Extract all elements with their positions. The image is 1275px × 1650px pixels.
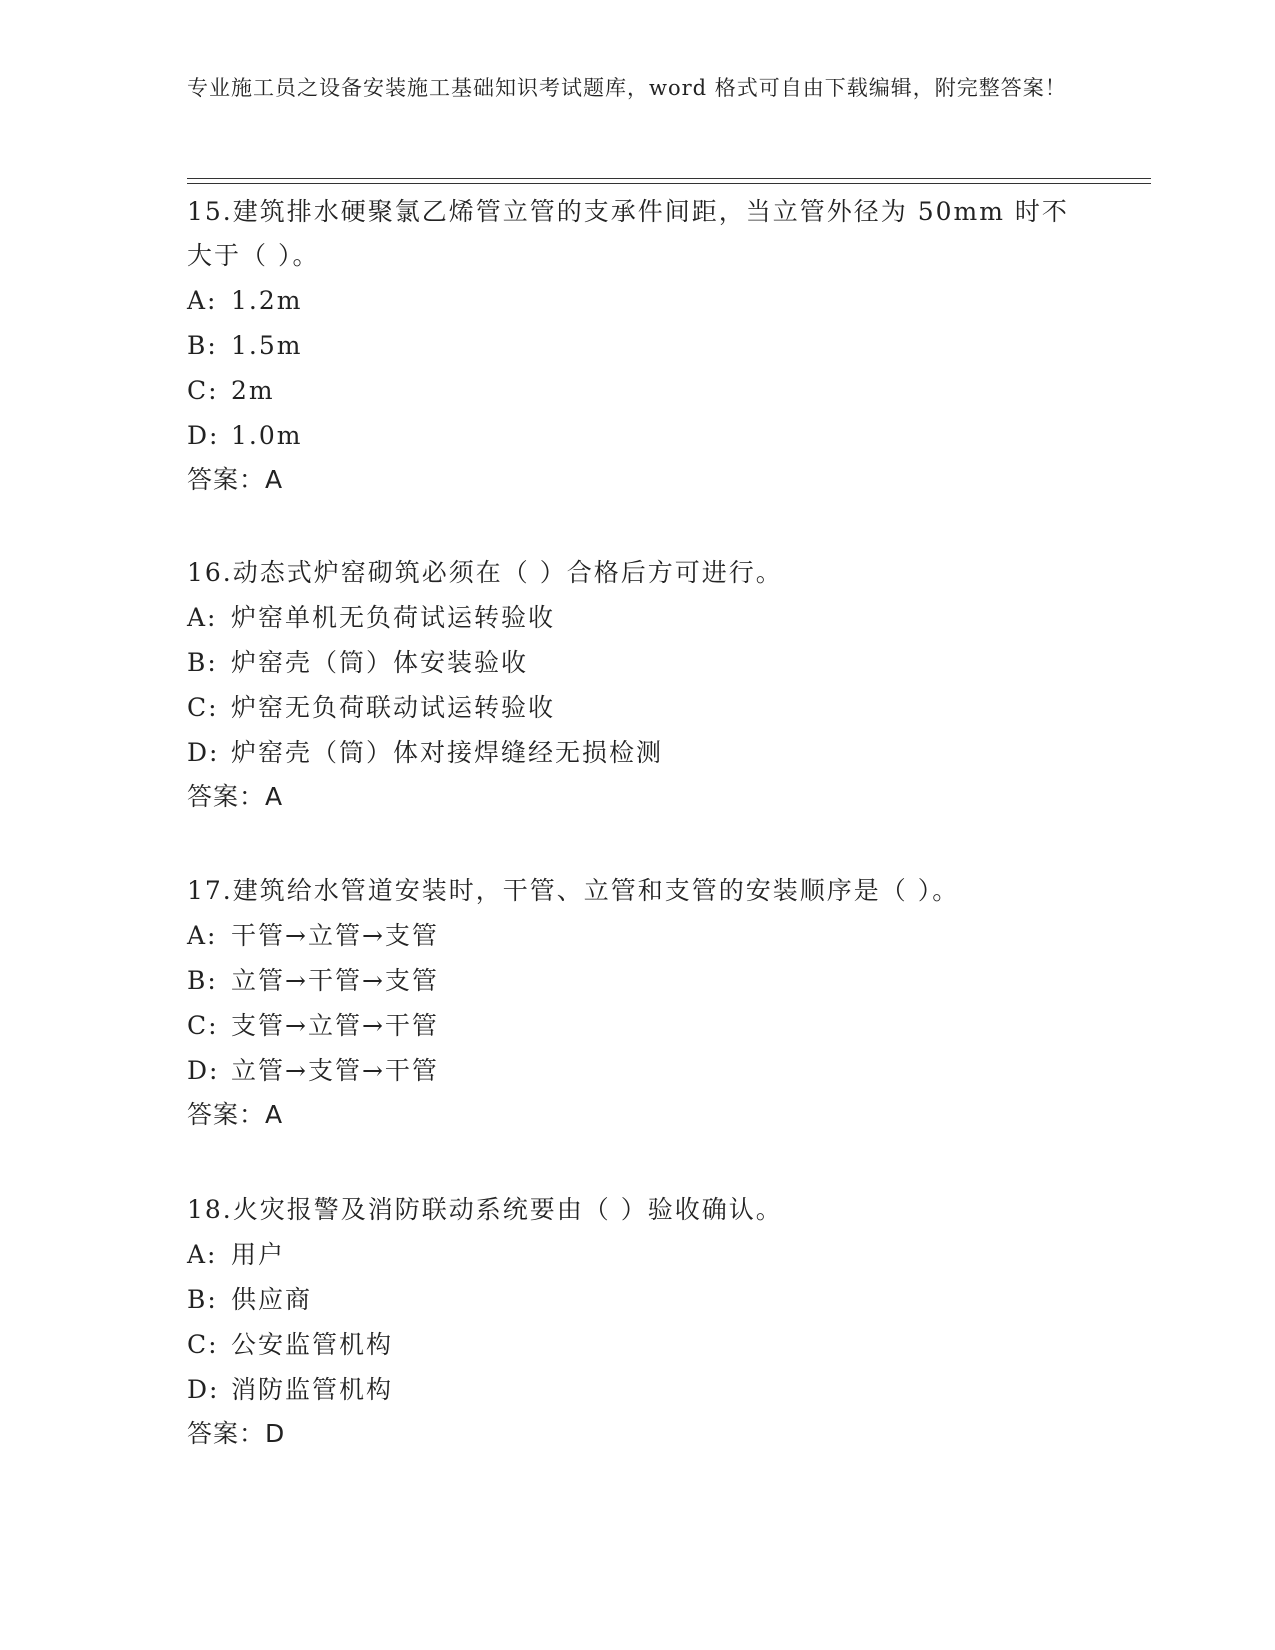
option-key: D: <box>187 1375 220 1404</box>
question-stem: 16.动态式炉窑砌筑必须在（ ）合格后方可进行。 <box>187 558 783 587</box>
option-key: B: <box>187 966 218 995</box>
option-text: 炉窑单机无负荷试运转验收 <box>231 603 556 632</box>
option-key: B: <box>187 648 218 677</box>
option-key: C: <box>187 693 219 722</box>
option-text: 1.0m <box>231 421 303 450</box>
option-key: D: <box>187 421 220 450</box>
option-text: 炉窑壳（筒）体对接焊缝经无损检测 <box>231 738 664 767</box>
option-d <box>187 1048 1087 1093</box>
option-c <box>187 368 1087 413</box>
option-key: B: <box>187 331 218 360</box>
option-text: 供应商 <box>231 1285 313 1314</box>
question-stem: 18.火灾报警及消防联动系统要由（ ）验收确认。 <box>187 1195 783 1224</box>
answer-line: 答案：A <box>187 465 284 494</box>
option-text: 用户 <box>231 1240 286 1269</box>
option-key: D: <box>187 738 220 767</box>
option-text: 1.2m <box>231 286 303 315</box>
option-text: 支管→立管→干管 <box>231 1011 439 1040</box>
answer-line: 答案：A <box>187 782 284 811</box>
question-stem: 15.建筑排水硬聚氯乙烯管立管的支承件间距，当立管外径为 50mm 时不大于（ ）。 <box>187 197 1069 270</box>
question-18 <box>187 1188 1087 1456</box>
question-16 <box>187 551 1087 819</box>
option-key: C: <box>187 376 219 405</box>
option-key: A: <box>187 921 218 950</box>
question-15 <box>187 190 1087 502</box>
option-text: 干管→立管→支管 <box>231 921 439 950</box>
option-c <box>187 1322 1087 1367</box>
option-key: A: <box>187 1240 218 1269</box>
question-17 <box>187 869 1087 1137</box>
option-b <box>187 640 1087 685</box>
option-d <box>187 730 1087 775</box>
option-text: 炉窑壳（筒）体安装验收 <box>231 648 529 677</box>
header-divider-top <box>187 178 1151 179</box>
option-d <box>187 413 1087 458</box>
option-text: 1.5m <box>231 331 303 360</box>
option-c <box>187 1003 1087 1048</box>
option-key: C: <box>187 1330 219 1359</box>
document-header: 专业施工员之设备安装施工基础知识考试题库，word 格式可自由下载编辑，附完整答案！ <box>187 76 1067 100</box>
question-stem: 17.建筑给水管道安装时，干管、立管和支管的安装顺序是（ ）。 <box>187 876 960 905</box>
option-key: C: <box>187 1011 219 1040</box>
option-c <box>187 685 1087 730</box>
option-a <box>187 913 1087 958</box>
answer-line: 答案：A <box>187 1100 284 1129</box>
header-divider-bottom <box>187 183 1151 184</box>
option-text: 2m <box>231 376 275 405</box>
option-a <box>187 278 1087 323</box>
option-text: 立管→支管→干管 <box>231 1056 439 1085</box>
option-a <box>187 595 1087 640</box>
option-text: 消防监管机构 <box>231 1375 394 1404</box>
option-text: 立管→干管→支管 <box>231 966 439 995</box>
option-key: D: <box>187 1056 220 1085</box>
option-d <box>187 1367 1087 1412</box>
answer-line: 答案：D <box>187 1419 286 1448</box>
option-b <box>187 1277 1087 1322</box>
option-b <box>187 323 1087 368</box>
option-key: B: <box>187 1285 218 1314</box>
option-key: A: <box>187 286 218 315</box>
option-b <box>187 958 1087 1003</box>
option-key: A: <box>187 603 218 632</box>
option-a <box>187 1232 1087 1277</box>
option-text: 公安监管机构 <box>231 1330 394 1359</box>
option-text: 炉窑无负荷联动试运转验收 <box>231 693 556 722</box>
